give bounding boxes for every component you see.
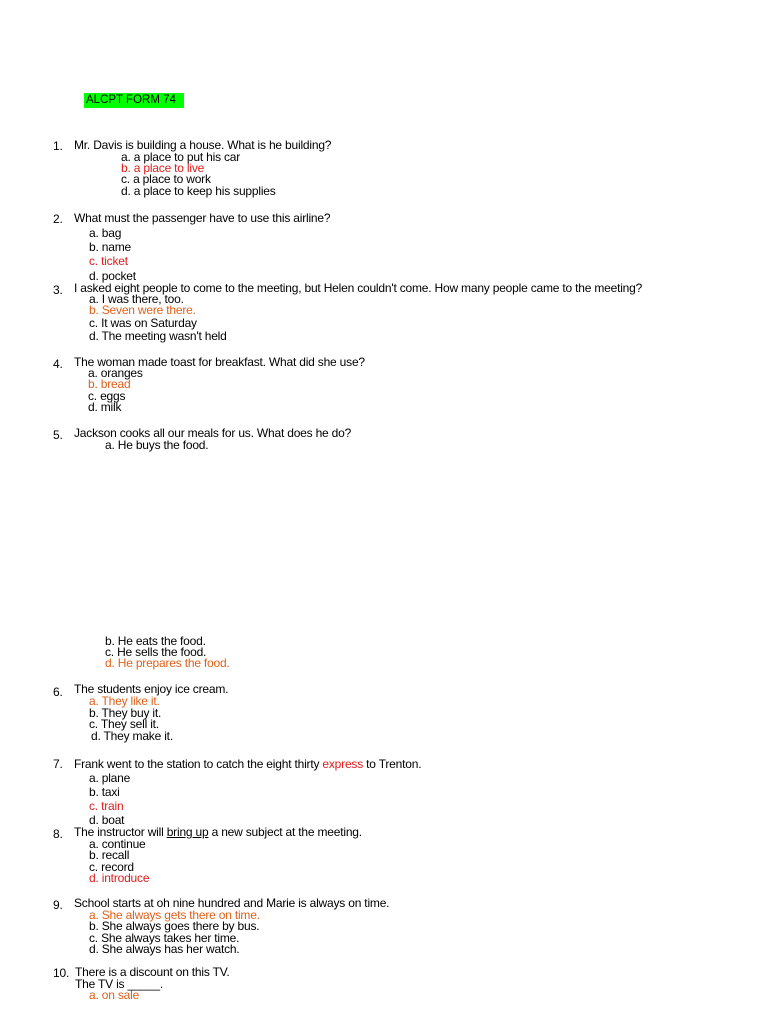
option-c-answer: c. ticket [89, 254, 128, 268]
option-b-answer: b. a place to live [121, 161, 205, 175]
option-d: d. The meeting wasn't held [89, 329, 227, 343]
option-a: a. oranges [88, 366, 143, 380]
question-text: Mr. Davis is building a house. What is he building? [74, 138, 332, 152]
question-number: 7. [53, 757, 63, 771]
option-c: c. They sell it. [89, 717, 159, 731]
question-number: 8. [53, 827, 63, 841]
question-number: 3. [53, 283, 63, 297]
option-b: b. They buy it. [89, 706, 162, 720]
option-a-answer: a. on sale [89, 988, 140, 1002]
question-text-part: a new subject at the meeting. [208, 825, 362, 839]
question-number: 10. [53, 966, 70, 980]
option-a: a. a place to put his car [121, 150, 241, 164]
option-c: c. record [89, 860, 134, 874]
option-c: c. It was on Saturday [89, 316, 197, 330]
option-d: d. boat [89, 813, 125, 827]
option-d-answer: d. introduce [89, 871, 150, 885]
keyword: express [322, 757, 364, 771]
option-d: d. milk [88, 400, 122, 414]
option-a: a. He buys the food. [105, 438, 209, 452]
option-d: d. a place to keep his supplies [121, 184, 276, 198]
question-number: 1. [53, 139, 63, 153]
option-a-answer: a. They like it. [89, 694, 160, 708]
question-text: The woman made toast for breakfast. What did she use? [74, 355, 365, 369]
option-b: b. She always goes there by bus. [89, 919, 260, 933]
question-text [74, 757, 421, 771]
option-b-answer: b. bread [88, 377, 131, 391]
option-a: a. plane [89, 771, 131, 785]
option-c: c. He sells the food. [105, 645, 207, 659]
option-b: b. taxi [89, 785, 120, 799]
option-b-answer: b. Seven were there. [89, 303, 196, 317]
question-number: 5. [53, 428, 63, 442]
question-text-line-2: The TV is _____. [75, 977, 163, 991]
option-c: c. a place to work [121, 172, 211, 186]
question-number: 2. [53, 212, 63, 226]
option-d: d. pocket [89, 269, 136, 283]
option-c: c. eggs [88, 389, 126, 403]
option-a: a. I was there, too. [89, 292, 184, 306]
option-b: b. recall [89, 848, 130, 862]
question-text-part: to Trenton. [363, 757, 422, 771]
option-a: a. continue [89, 837, 146, 851]
form-title: ALCPT FORM 74 [84, 93, 184, 108]
option-d: d. They make it. [91, 729, 173, 743]
option-c-answer: c. train [89, 799, 124, 813]
question-text: School starts at oh nine hundred and Marie is always on time. [74, 896, 390, 910]
question-text: I asked eight people to come to the meeting, but Helen couldn't come. How many people came to the meeting? [74, 281, 643, 295]
question-text: The students enjoy ice cream. [74, 682, 229, 696]
question-number: 4. [53, 357, 63, 371]
question-text: What must the passenger have to use this airline? [74, 211, 331, 225]
question-number: 9. [53, 898, 63, 912]
question-text: There is a discount on this TV. [75, 965, 230, 979]
question-text-part: Frank went to the station to catch the eight thirty [74, 757, 323, 771]
option-c: c. She always takes her time. [89, 931, 240, 945]
option-b: b. name [89, 240, 131, 254]
option-d-answer: d. He prepares the food. [105, 656, 230, 670]
option-d: d. She always has her watch. [89, 942, 240, 956]
option-b: b. He eats the food. [105, 634, 206, 648]
option-a-answer: a. She always gets there on time. [89, 908, 260, 922]
question-text-part: The instructor will [74, 825, 167, 839]
keyword: bring up [166, 825, 209, 839]
question-number: 6. [53, 685, 63, 699]
question-text: Jackson cooks all our meals for us. What does he do? [74, 426, 352, 440]
option-a: a. bag [89, 226, 122, 240]
